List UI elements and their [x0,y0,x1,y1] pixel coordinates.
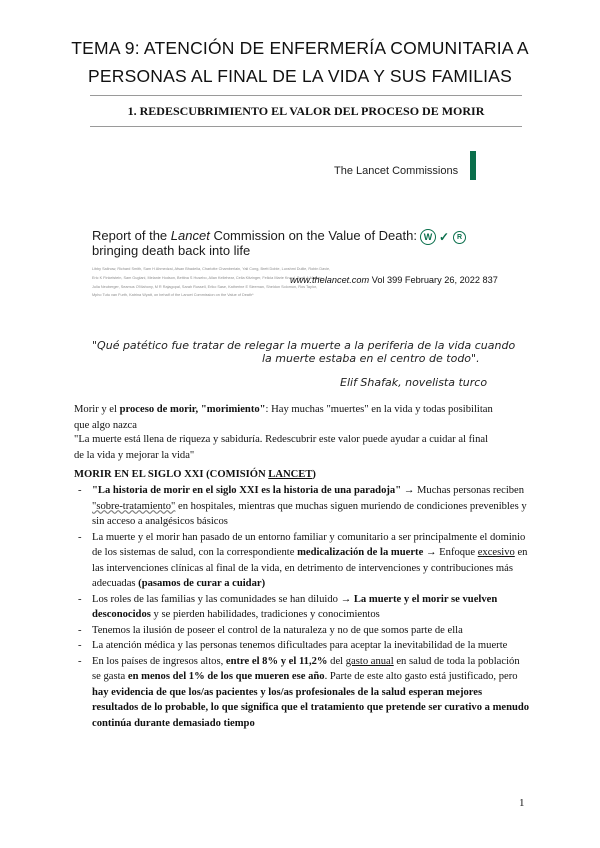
title-line-1: TEMA 9: ATENCIÓN DE ENFERMERÍA COMUNITARIA A [71,38,529,58]
list-item [74,530,530,592]
quote-line-1: "Qué patético fue tratar de relegar la muerte a la periferia de la vida cuando [92,339,516,352]
bullet-text: en las intervenciones clínicas al final de la vida, en detrimento de intervenciones y contribuciones más adecuadas [92,547,528,589]
bullet-text: en hospitales, mientras que muchas siguen muriendo de condiciones prevenibles y sin acceso a analgésicos básicos [92,500,527,527]
intro-paragraph-1 [74,402,530,433]
citation-line [290,275,498,285]
check-icon: ✓ [439,230,450,245]
report-title [92,228,422,258]
open-access-icon: W [420,229,436,245]
authors-line: Mpho Tutu van Furth, Katrina Wyatt, on behalf of the Lancet Commission on the Value of Death* [92,293,254,298]
intro-text: Morir y el [74,404,120,415]
morir-heading-post: ) [312,469,316,480]
section-divider [90,126,522,127]
report-title-line2: bringing death back into life [92,243,251,258]
bullet-bold: → La muerte y el morir se vuelven desconocidos [92,593,498,620]
bullet-text: La muerte y el morir han pasado de un entorno familiar y comunitario a ser principalmente el dominio de los sistemas de salud, con la correspondiente [92,531,526,558]
intro-text: que algo nazca [74,419,137,431]
morir-heading [74,469,316,480]
authors-line: Julia Neuberger, Seamus O'Mahony, M R Rajagopal, Sarah Russell, Eriko Sase, Katherine E Sleeman, Sheldon Solomon, Ros Taylor, [92,284,317,289]
bullet-bold: (pasamos de curar a cuidar) [138,578,266,589]
bullet-text: en salud de toda la población se gasta [92,655,520,682]
citation-url: www.thelancet.com [290,275,370,285]
bullet-text: Muchas personas reciben [414,485,525,496]
bullet-bold: hay evidencia de que los/as pacientes y los/as profesionales de la salud esperan mejores resultados de lo probable, lo que significa que el tratamiento que pretende ser curativo a menudo continúa durante demasiado tiempo [92,686,530,729]
intro-paragraph-2 [74,432,530,463]
citation-ref: Vol 399 February 26, 2022 837 [371,275,498,285]
title-line-2: PERSONAS AL FINAL DE LA VIDA Y SUS FAMILIAS [88,66,512,86]
quote-author: Elif Shafak, novelista turco [340,376,488,389]
bullet-bold: en menos del 1% de los que mueren ese año [127,671,325,682]
morir-heading-pre: MORIR EN EL SIGLO XXI (COMISIÓN [74,469,269,480]
authors-line: Libby Sallnow, Richard Smith, Sam H Ahmedzai, Afsan Bhadelia, Charlotte Chamberlain, Yali Cong, Brett Doble, Luxshmi Dullie, Robin Davie, [92,267,331,271]
bullet-underlined: "sobre-tratamiento" [92,500,176,512]
bullet-underlined: excesivo [477,547,515,558]
bullet-text: Los roles de las familias y las comunidades se han diluido [92,593,341,605]
bullet-text: → Enfoque [423,547,478,558]
bullet-text: En los países de ingresos altos, [92,655,226,667]
morir-heading-link: LANCET [268,469,313,480]
bullet-bold: "La historia de morir en el siglo XXI es la historia de una paradoja" → [92,485,415,496]
intro-quote: de la vida y mejorar la vida" [74,449,195,461]
intro-quote: "La muerte está llena de riqueza y sabiduría. Redescubrir este valor puede ayudar a cuidar al final [74,434,489,445]
page-title [70,34,530,90]
article-badges [420,228,466,246]
crossmark-icon: R [453,231,466,244]
lancet-brand: The Lancet Commissions [334,165,459,177]
bullet-bold: entre el 8% y el 11,2% [225,655,328,667]
list-item [74,638,530,654]
intro-term: proceso de morir, "morimiento" [119,404,266,415]
bullet-text: . Parte de este alto gasto está justificado, pero [324,671,518,682]
lancet-brand-bar [470,151,476,180]
intro-text: : Hay muchas "muertes" en la vida y todas posibilitan [265,404,493,415]
list-item [74,654,530,732]
list-item [74,623,530,639]
list-item [74,483,530,530]
authors-line: Eric K Finkelstein, Sam Guglani, Melanie Hodson, Bettina S Husebo, Allan Kellehear, Celia Kitzinger, Felicia Marie Knaul, Scott A Murray, [92,275,323,280]
section-heading: 1. REDESCUBRIMIENTO EL VALOR DEL PROCESO DE MORIR [127,104,485,118]
report-title-pre: Report of the [92,228,171,243]
bullet-text: La atención médica y las personas tenemos dificultades para aceptar la inevitabilidad de la muerte [92,640,508,651]
bullet-underlined: gasto anual [345,655,394,667]
page-number: 1 [519,797,525,809]
quote-line-2: la muerte estaba en el centro de todo". [262,352,480,365]
report-title-italic: Lancet [170,228,210,243]
bullet-text: del [327,655,346,667]
report-title-post: Commission on the Value of Death: [209,228,417,243]
bullet-bold: medicalización de la muerte [297,547,424,558]
bullet-text: Tenemos la ilusión de poseer el control de la naturaleza y no de que somos parte de ella [92,624,463,636]
bullet-list [74,483,530,731]
bullet-text: y se pierden habilidades, tradiciones y conocimientos [150,609,380,620]
top-divider [90,95,522,96]
list-item [74,592,530,623]
